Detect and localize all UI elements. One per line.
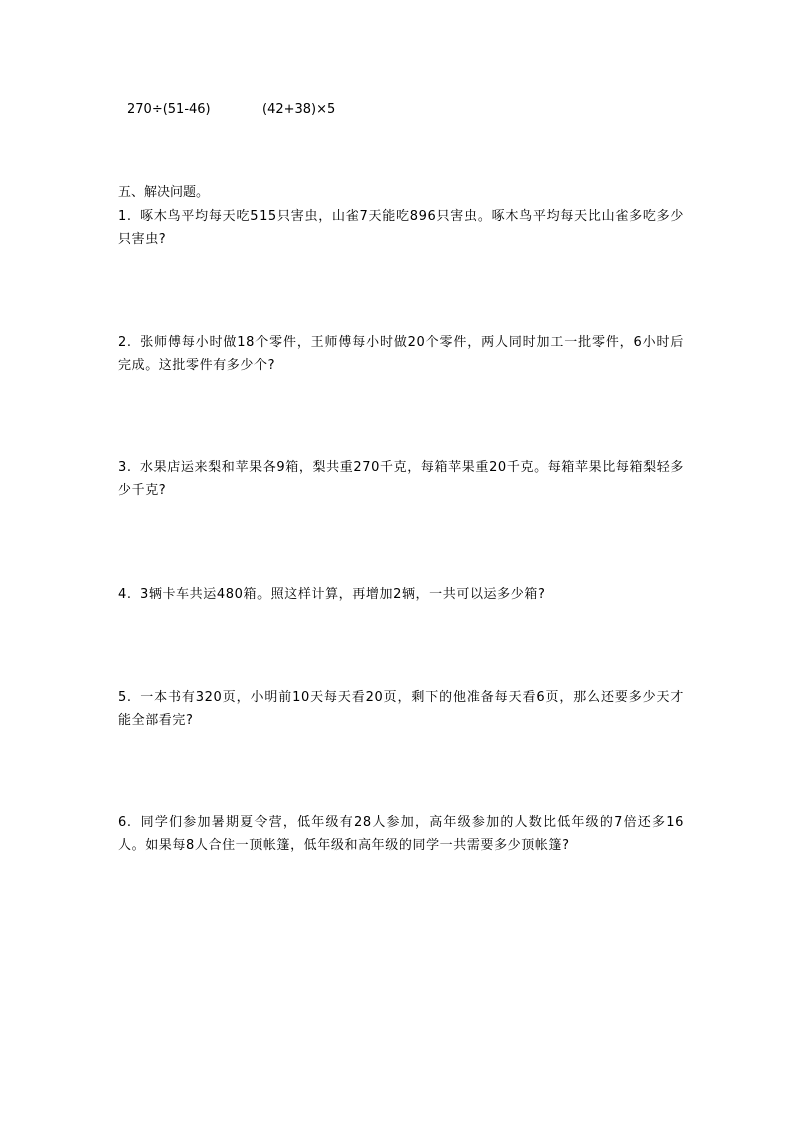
problem-text: 啄木鸟平均每天吃515只害虫，山雀7天能吃896只害虫。啄木鸟平均每天比山雀多吃多少只害虫? bbox=[118, 209, 684, 247]
problem-1 bbox=[118, 205, 684, 251]
problem-text: 同学们参加暑期夏令营，低年级有28人参加，高年级参加的人数比低年级的7倍还多16人。如果每8人合住一顶帐篷，低年级和高年级的同学一共需要多少顶帐篷? bbox=[118, 815, 684, 853]
problem-3 bbox=[118, 456, 684, 502]
problem-number: 5. bbox=[118, 690, 132, 705]
problem-number: 6. bbox=[118, 815, 132, 830]
section-title: 五、解决问题。 bbox=[118, 185, 210, 200]
problem-4 bbox=[118, 583, 684, 606]
problem-text: 3辆卡车共运480箱。照这样计算，再增加2辆，一共可以运多少箱? bbox=[140, 587, 546, 602]
problem-text: 张师傅每小时做18个零件，王师傅每小时做20个零件，两人同时加工一批零件，6小时后完成。这批零件有多少个? bbox=[118, 335, 684, 373]
problem-number: 2. bbox=[118, 335, 132, 350]
problem-6 bbox=[118, 811, 684, 857]
problem-number: 1. bbox=[118, 209, 132, 224]
problem-number: 4. bbox=[118, 587, 132, 602]
problem-5 bbox=[118, 686, 684, 732]
expression-1: 270÷(51-46) bbox=[127, 102, 211, 117]
problem-text: 水果店运来梨和苹果各9箱，梨共重270千克，每箱苹果重20千克。每箱苹果比每箱梨轻多少千克? bbox=[118, 460, 684, 498]
problem-number: 3. bbox=[118, 460, 132, 475]
expression-2: (42+38)×5 bbox=[262, 102, 336, 117]
problem-text: 一本书有320页，小明前10天每天看20页，剩下的他准备每天看6页，那么还要多少天才能全部看完? bbox=[118, 690, 684, 728]
problem-2 bbox=[118, 331, 684, 377]
